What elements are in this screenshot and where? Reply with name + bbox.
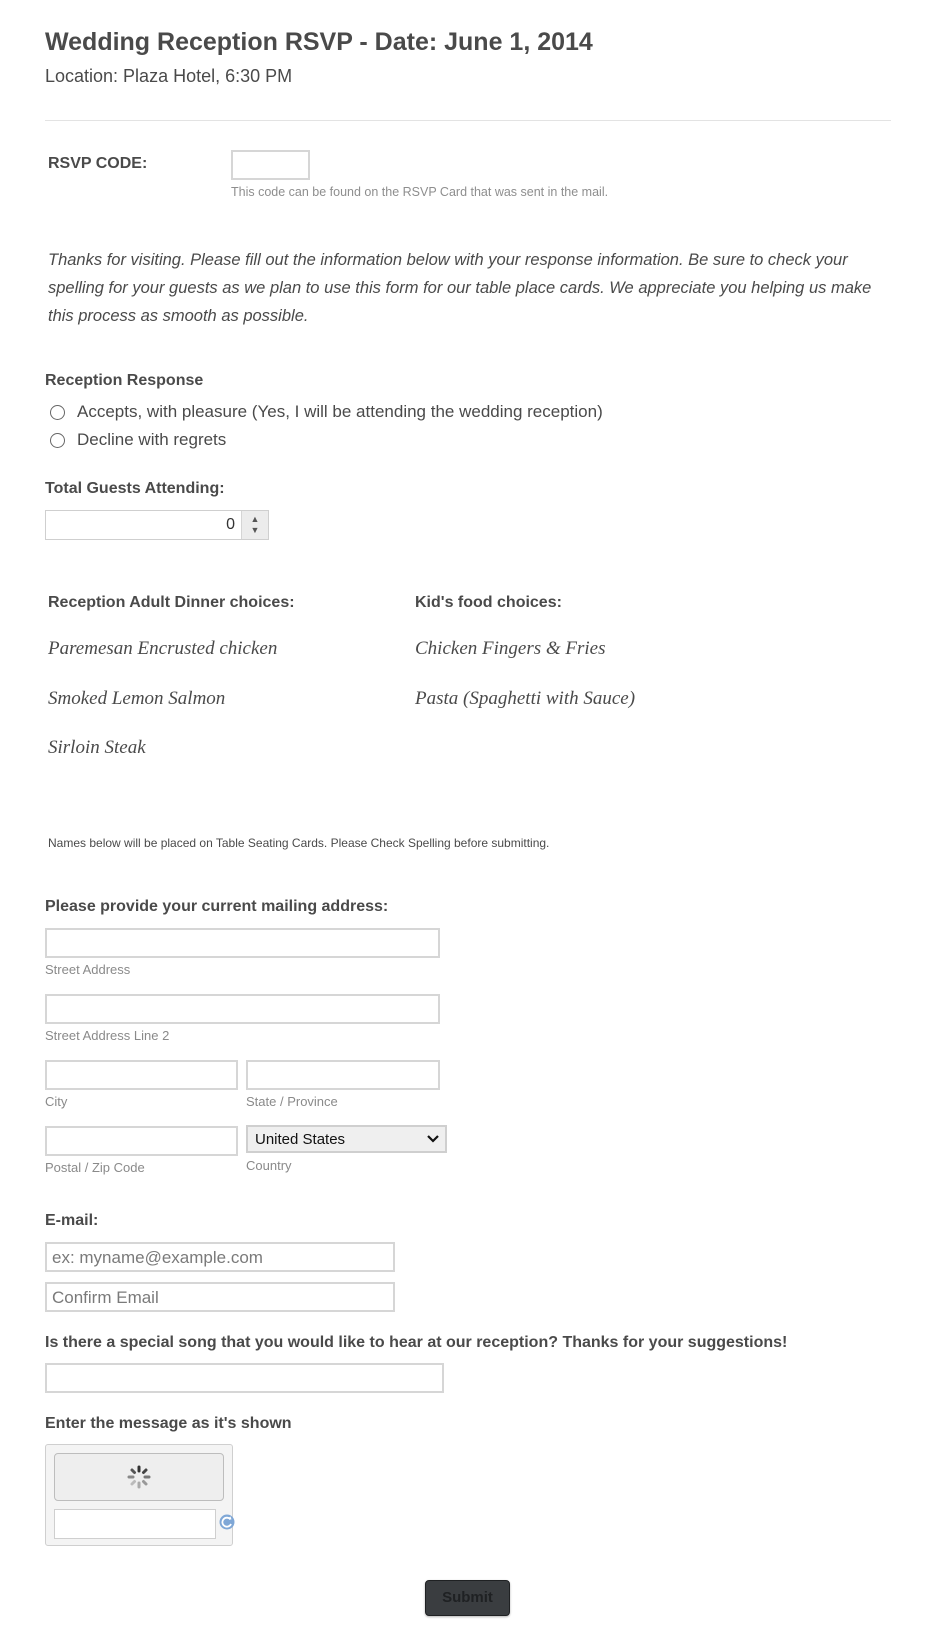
captcha-label: Enter the message as it's shown bbox=[45, 1415, 292, 1432]
song-label: Is there a special song that you would like to hear at our reception? Thanks for your suggestions! bbox=[45, 1334, 788, 1351]
zip-input[interactable] bbox=[45, 1126, 238, 1156]
seating-note: Names below will be placed on Table Seating Cards. Please Check Spelling before submitting. bbox=[48, 836, 550, 850]
adult-dinner-item: Smoked Lemon Salmon bbox=[48, 688, 226, 709]
email-field[interactable] bbox=[45, 1242, 395, 1272]
radio-button[interactable] bbox=[50, 405, 65, 420]
country-select[interactable] bbox=[246, 1125, 447, 1153]
refresh-icon[interactable] bbox=[218, 1513, 236, 1531]
radio-option-decline[interactable] bbox=[50, 430, 226, 450]
total-guests-label: Total Guests Attending: bbox=[45, 480, 225, 497]
rsvp-code-label: RSVP CODE: bbox=[48, 155, 148, 172]
country-value: United States bbox=[255, 1130, 346, 1148]
radio-button[interactable] bbox=[50, 433, 65, 448]
kids-food-item: Chicken Fingers & Fries bbox=[415, 638, 606, 659]
reception-response-label: Reception Response bbox=[45, 372, 204, 389]
stepper-down-icon[interactable]: ▼ bbox=[250, 525, 260, 535]
chevron-down-icon bbox=[427, 1135, 439, 1143]
submit-button[interactable]: Submit bbox=[425, 1580, 510, 1616]
captcha-input[interactable] bbox=[54, 1509, 216, 1539]
stepper-up-icon[interactable]: ▲ bbox=[250, 514, 260, 524]
radio-label: Decline with regrets bbox=[77, 430, 227, 449]
total-guests-stepper[interactable] bbox=[45, 510, 269, 540]
email-placeholder: ex: myname@example.com bbox=[52, 1248, 263, 1267]
street-address-2-sublabel: Street Address Line 2 bbox=[45, 1028, 170, 1043]
street-address-sublabel: Street Address bbox=[45, 962, 131, 977]
email-label: E-mail: bbox=[45, 1212, 99, 1229]
radio-label: Accepts, with pleasure (Yes, I will be attending the wedding reception) bbox=[77, 402, 603, 421]
state-input[interactable] bbox=[246, 1060, 440, 1090]
city-input[interactable] bbox=[45, 1060, 238, 1090]
adult-dinner-label: Reception Adult Dinner choices: bbox=[48, 594, 295, 611]
adult-dinner-item: Sirloin Steak bbox=[48, 737, 146, 758]
country-sublabel: Country bbox=[246, 1158, 292, 1173]
state-sublabel: State / Province bbox=[246, 1094, 338, 1109]
confirm-email-placeholder: Confirm Email bbox=[52, 1288, 159, 1307]
captcha-image bbox=[54, 1453, 224, 1501]
total-guests-value[interactable]: 0 bbox=[226, 516, 235, 533]
stepper-arrows[interactable] bbox=[241, 511, 268, 539]
rsvp-code-input[interactable] bbox=[231, 150, 310, 180]
loading-spinner-icon bbox=[126, 1464, 152, 1490]
song-input[interactable] bbox=[45, 1363, 444, 1393]
zip-sublabel: Postal / Zip Code bbox=[45, 1160, 145, 1175]
street-address-2-input[interactable] bbox=[45, 994, 440, 1024]
page-title: Wedding Reception RSVP - Date: June 1, 2014 bbox=[45, 28, 593, 56]
confirm-email-field[interactable] bbox=[45, 1282, 395, 1312]
header-divider bbox=[45, 120, 891, 121]
kids-food-item: Pasta (Spaghetti with Sauce) bbox=[415, 688, 636, 709]
kids-food-label: Kid's food choices: bbox=[415, 594, 562, 611]
address-label: Please provide your current mailing address: bbox=[45, 898, 389, 915]
intro-text: Thanks for visiting. Please fill out the information below with your response information. Be sure to check your spelling for your guests as we plan to use this form for our table place cards. We appreciate you helping us make this process as smooth as possible. bbox=[48, 251, 872, 325]
captcha-box bbox=[45, 1444, 233, 1546]
rsvp-code-hint: This code can be found on the RSVP Card that was sent in the mail. bbox=[231, 185, 609, 199]
city-sublabel: City bbox=[45, 1094, 68, 1109]
radio-option-accept[interactable] bbox=[50, 402, 603, 422]
page-subtitle: Location: Plaza Hotel, 6:30 PM bbox=[45, 66, 293, 86]
street-address-input[interactable] bbox=[45, 928, 440, 958]
adult-dinner-item: Paremesan Encrusted chicken bbox=[48, 638, 278, 659]
